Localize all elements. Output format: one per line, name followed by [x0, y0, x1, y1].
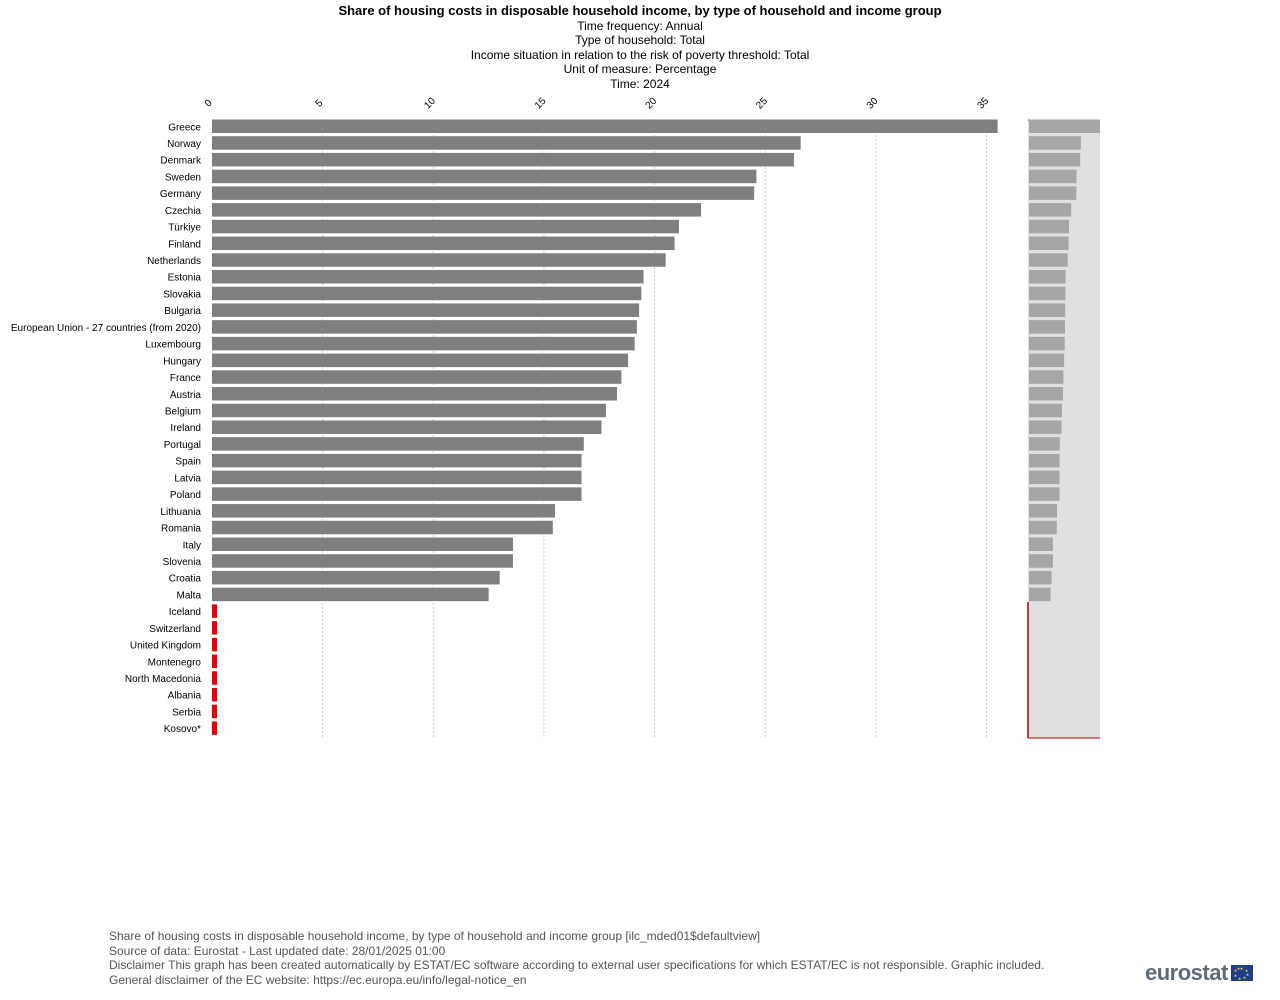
- category-label: United Kingdom: [129, 640, 201, 652]
- category-label: Poland: [169, 490, 201, 502]
- bar[interactable]: [212, 203, 701, 217]
- category-label: Greece: [168, 122, 201, 134]
- bar[interactable]: [212, 504, 555, 518]
- category-label: Kosovo*: [163, 724, 201, 736]
- bar[interactable]: [212, 588, 489, 602]
- overview-bar: [1029, 303, 1065, 317]
- overview-bar: [1029, 136, 1081, 150]
- category-label: Bulgaria: [164, 306, 201, 318]
- category-label: Italy: [182, 540, 201, 552]
- bar[interactable]: [212, 270, 644, 284]
- category-label: Albania: [167, 690, 201, 702]
- overview-bar: [1029, 186, 1076, 200]
- footer: [109, 929, 1044, 987]
- bar[interactable]: [212, 170, 756, 184]
- subtitle-household: Type of household: Total: [575, 33, 705, 47]
- category-label: Luxembourg: [145, 339, 201, 351]
- overview-bar: [1029, 270, 1066, 284]
- category-label: Hungary: [163, 356, 201, 368]
- category-label: Serbia: [172, 707, 201, 719]
- x-tick-label: 35: [975, 95, 992, 112]
- overview-bar: [1029, 554, 1053, 568]
- category-label: Slovakia: [163, 289, 201, 301]
- subtitle-unit: Unit of measure: Percentage: [563, 62, 717, 76]
- category-label-layer: [11, 122, 202, 735]
- overview-bar: [1029, 454, 1060, 468]
- category-label: Belgium: [164, 406, 201, 418]
- bar-missing[interactable]: [212, 705, 217, 719]
- overview-bar: [1029, 153, 1080, 167]
- bar-missing[interactable]: [212, 671, 217, 685]
- category-label: Spain: [175, 456, 201, 468]
- category-label: Iceland: [168, 607, 201, 619]
- category-label: Croatia: [168, 573, 201, 585]
- footer-legal-link[interactable]: General disclaimer of the EC website: https://ec.europa.eu/info/legal-notice_en: [109, 972, 527, 987]
- x-tick-label: 20: [643, 95, 660, 112]
- category-label: Finland: [168, 239, 201, 251]
- overview-panel: [1028, 120, 1100, 739]
- bar[interactable]: [212, 420, 601, 434]
- x-tick-label: 5: [313, 97, 326, 110]
- bar[interactable]: [212, 538, 513, 552]
- bar[interactable]: [212, 370, 621, 384]
- category-label: North Macedonia: [124, 674, 201, 686]
- overview-bar: [1029, 170, 1077, 184]
- bar[interactable]: [212, 571, 500, 585]
- overview-bar: [1029, 337, 1065, 351]
- chart-title: Share of housing costs in disposable household income, by type of household and income group: [338, 3, 942, 18]
- x-tick-label: 10: [422, 95, 438, 112]
- bar[interactable]: [212, 404, 606, 418]
- category-label: Germany: [159, 189, 201, 201]
- tick-layer: [203, 96, 992, 112]
- x-tick-label: 15: [532, 95, 549, 112]
- overview-bar: [1029, 487, 1060, 501]
- category-label: Montenegro: [147, 657, 201, 669]
- eurostat-logo[interactable]: [1145, 960, 1253, 986]
- overview-bar: [1029, 471, 1060, 485]
- bar-missing[interactable]: [212, 638, 217, 652]
- footer-dataset: Share of housing costs in disposable household income, by type of household and income group [ilc_mded01$defaultview]: [109, 929, 761, 943]
- overview-bar: [1029, 387, 1063, 401]
- bar[interactable]: [212, 253, 666, 267]
- category-label: Norway: [167, 138, 201, 150]
- category-label: European Union - 27 countries (from 2020): [10, 322, 201, 334]
- bar-missing[interactable]: [212, 721, 217, 735]
- category-label: Portugal: [163, 439, 201, 451]
- overview-bar: [1029, 571, 1052, 585]
- bar-missing[interactable]: [212, 621, 217, 635]
- overview-bar: [1029, 521, 1057, 535]
- category-label: Ireland: [170, 423, 201, 435]
- bar[interactable]: [212, 186, 754, 200]
- bar[interactable]: [212, 554, 513, 568]
- eu-flag-icon: ★ ★ ★ ★ ★ ★ ★ ★: [1231, 965, 1253, 981]
- x-tick-label: 0: [202, 97, 215, 110]
- bar-missing[interactable]: [212, 604, 217, 618]
- overview-bar: [1029, 588, 1051, 602]
- subtitle-frequency: Time frequency: Annual: [577, 18, 703, 33]
- category-label: Latvia: [174, 473, 201, 485]
- bar[interactable]: [212, 454, 582, 468]
- category-label: Czechia: [164, 205, 201, 217]
- bar[interactable]: [212, 437, 584, 451]
- overview-bar: [1029, 504, 1057, 518]
- logo-text: eurostat: [1145, 960, 1228, 985]
- overview-bar: [1029, 538, 1053, 552]
- footer-disclaimer: Disclaimer This graph has been created automatically by ESTAT/EC software according to external user specifications for which ESTAT/EC is not responsible. Graphic included.: [109, 958, 1045, 972]
- bar[interactable]: [212, 120, 998, 134]
- category-label: Estonia: [167, 272, 201, 284]
- overview-bar: [1029, 120, 1100, 134]
- category-label: Romania: [160, 523, 201, 535]
- bar-missing[interactable]: [212, 688, 217, 702]
- bar[interactable]: [212, 237, 675, 251]
- bar[interactable]: [212, 471, 582, 485]
- overview-bar: [1029, 287, 1065, 301]
- bar[interactable]: [212, 303, 639, 317]
- bar[interactable]: [212, 521, 553, 535]
- overview-bar: [1029, 320, 1065, 334]
- bar[interactable]: [212, 337, 635, 351]
- category-label: Netherlands: [147, 256, 201, 268]
- footer-source: Source of data: Eurostat - Last updated date: 28/01/2025 01:00: [109, 943, 446, 958]
- category-label: Denmark: [160, 155, 201, 167]
- overview-bar: [1029, 237, 1069, 251]
- bar[interactable]: [212, 320, 637, 334]
- x-tick-label: 25: [754, 95, 770, 112]
- overview-bar: [1029, 404, 1062, 418]
- overview-bar: [1029, 437, 1060, 451]
- overview-bar: [1029, 420, 1062, 434]
- overview-bar: [1029, 253, 1068, 267]
- bar[interactable]: [212, 287, 641, 301]
- category-label: Slovenia: [162, 556, 201, 568]
- bar[interactable]: [212, 153, 794, 167]
- category-label: Türkiye: [168, 222, 201, 234]
- bar[interactable]: [212, 136, 801, 150]
- overview-bar: [1029, 354, 1064, 368]
- x-tick-label: 30: [864, 95, 881, 112]
- category-label: Sweden: [164, 172, 201, 184]
- bar[interactable]: [212, 354, 628, 368]
- overview-bar: [1029, 203, 1071, 217]
- overview-bar: [1029, 370, 1063, 384]
- bar-layer: [212, 120, 998, 735]
- bar[interactable]: [212, 387, 617, 401]
- bar-missing[interactable]: [212, 655, 217, 669]
- category-label: Lithuania: [160, 506, 201, 518]
- category-label: Austria: [169, 389, 201, 401]
- bar[interactable]: [212, 220, 679, 234]
- category-label: France: [169, 373, 201, 385]
- category-label: Malta: [176, 590, 201, 602]
- category-label: Switzerland: [149, 623, 201, 635]
- overview-bar: [1029, 220, 1069, 234]
- bar[interactable]: [212, 487, 582, 501]
- subtitle-income: Income situation in relation to the risk of poverty threshold: Total: [470, 47, 810, 62]
- subtitle-time: Time: 2024: [610, 76, 670, 91]
